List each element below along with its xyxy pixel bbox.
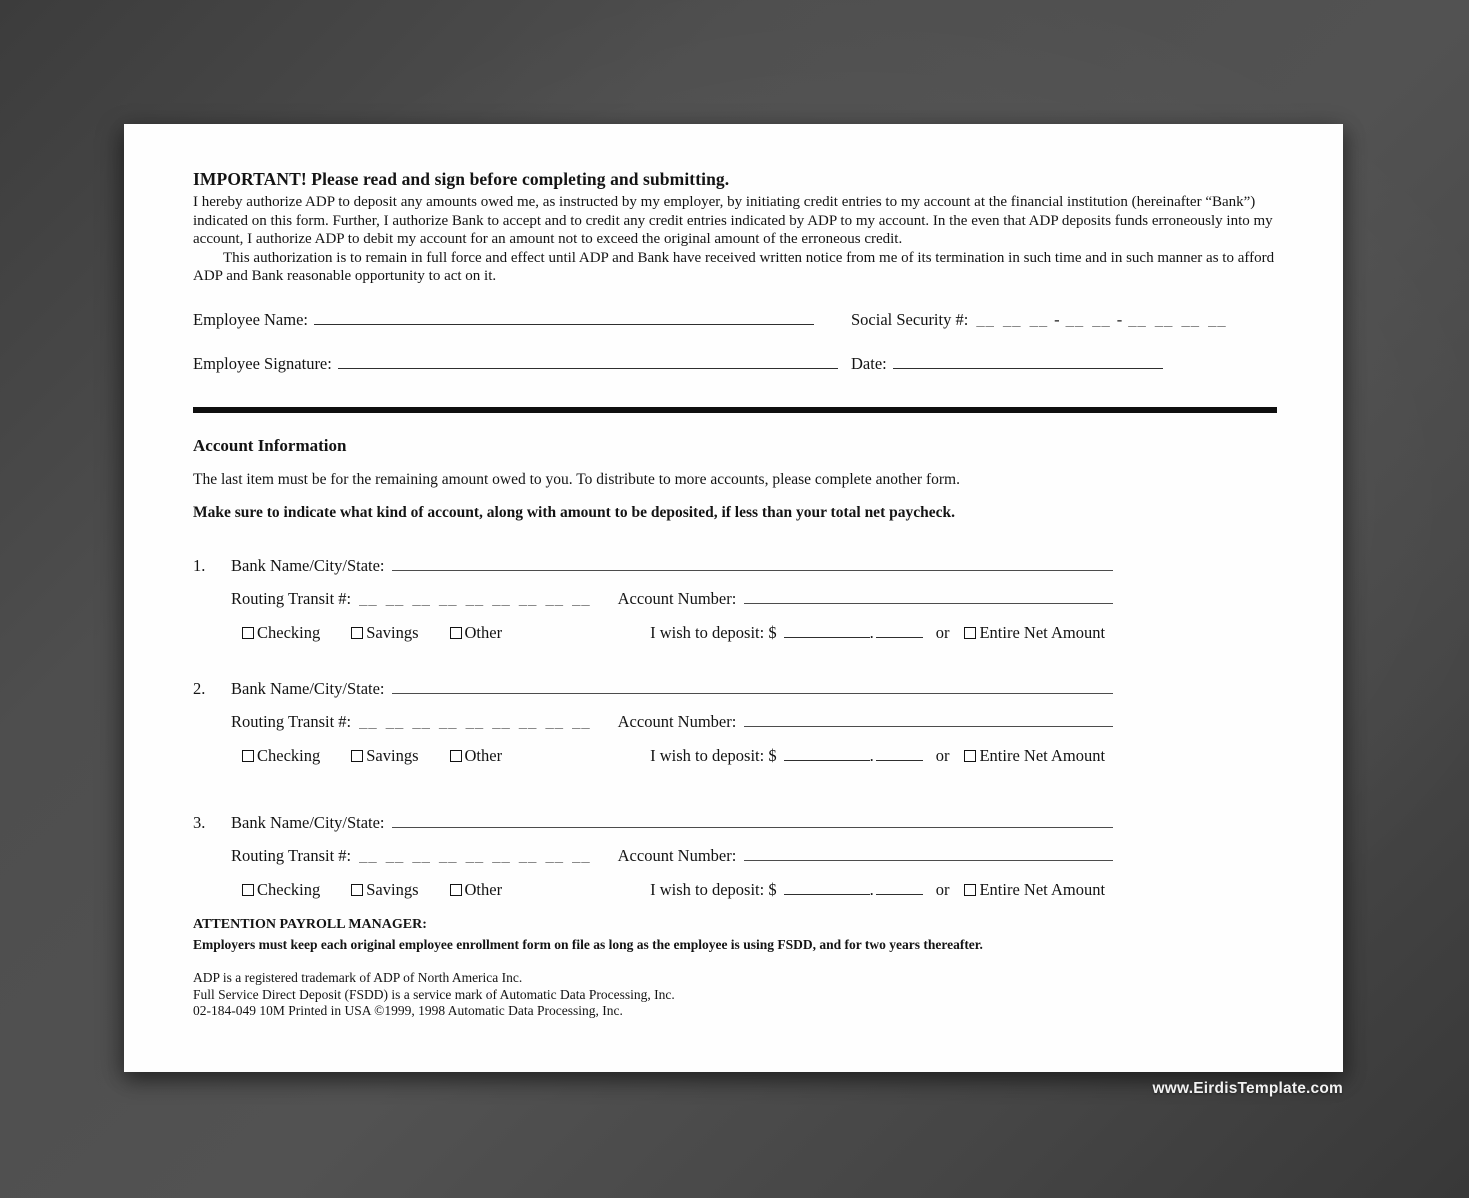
bank-name-row — [193, 679, 1113, 699]
form-title: IMPORTANT! Please read and sign before completing and submitting. — [193, 169, 730, 189]
account-number-field-2[interactable] — [744, 713, 1113, 727]
entire-net-label: Entire Net Amount — [979, 745, 1106, 765]
routing-row — [193, 589, 1113, 609]
bank-name-row — [193, 813, 1113, 833]
other-label: Other — [464, 745, 503, 765]
routing-row — [193, 712, 1113, 732]
legal-lines — [193, 970, 1277, 1020]
deposit-cents-field-1[interactable] — [876, 624, 923, 638]
account-number-field-3[interactable] — [744, 847, 1113, 861]
legal-line-2: Full Service Direct Deposit (FSDD) is a service mark of Automatic Data Processing, Inc. — [193, 986, 675, 1002]
bank-name-label: Bank Name/City/State: — [231, 812, 385, 832]
account-ordinal: 2. — [193, 678, 206, 698]
other-checkbox-1[interactable] — [450, 627, 462, 639]
deposit-label: I wish to deposit: $ — [650, 622, 777, 642]
deposit-cents-field-3[interactable] — [876, 881, 923, 895]
account-information-heading: Account Information — [193, 435, 347, 455]
account-ordinal: 1. — [193, 555, 206, 575]
checking-option-2[interactable] — [242, 746, 320, 766]
account-type-row — [193, 623, 1277, 643]
account-number-label: Account Number: — [617, 845, 737, 865]
entire-net-checkbox-3[interactable] — [964, 884, 976, 896]
deposit-label: I wish to deposit: $ — [650, 745, 777, 765]
account-block-3 — [193, 813, 1277, 900]
savings-option-1[interactable] — [351, 623, 418, 643]
ssn-label: Social Security #: — [851, 309, 969, 329]
account-block-1 — [193, 556, 1277, 643]
decimal-point: . — [869, 622, 874, 642]
checking-option-3[interactable] — [242, 880, 320, 900]
employee-name-group — [193, 310, 851, 330]
entire-net-checkbox-2[interactable] — [964, 750, 976, 762]
bank-name-field-1[interactable] — [392, 557, 1113, 571]
other-option-3[interactable] — [450, 880, 503, 900]
routing-transit-field-3[interactable]: __ __ __ __ __ __ __ __ __ — [359, 845, 591, 865]
other-checkbox-2[interactable] — [450, 750, 462, 762]
account-number-label: Account Number: — [617, 588, 737, 608]
deposit-label: I wish to deposit: $ — [650, 879, 777, 899]
entire-net-label: Entire Net Amount — [979, 879, 1106, 899]
ssn-group-field[interactable]: __ __ — [1065, 309, 1111, 329]
savings-checkbox-1[interactable] — [351, 627, 363, 639]
or-label: or — [935, 622, 950, 642]
savings-option-3[interactable] — [351, 880, 418, 900]
account-number-field-1[interactable] — [744, 590, 1113, 604]
or-label: or — [935, 879, 950, 899]
checking-checkbox-3[interactable] — [242, 884, 254, 896]
entire-net-option-1[interactable] — [949, 623, 1105, 643]
account-information-note: The last item must be for the remaining amount owed to you. To distribute to more accounts, please complete another form. — [193, 470, 960, 488]
account-block-2 — [193, 679, 1277, 766]
savings-label: Savings — [366, 879, 419, 899]
authorization-paragraph-1: I hereby authorize ADP to deposit any amounts owed me, as instructed by my employer, by initiating credit entries to my account at the financial institution (hereinafter “Bank”) indicated on this form. Further, I authorize Bank to accept and to credit any credit entries indicated by ADP to my account. In the even that ADP deposits funds erroneously into my account, I authorize ADP to debit my account for an amount not to exceed the original amount of the erroneous credit. — [193, 194, 1273, 248]
savings-label: Savings — [366, 622, 419, 642]
ssn-serial-field[interactable]: __ __ __ __ — [1128, 309, 1227, 329]
employee-signature-group — [193, 354, 851, 374]
deposit-amount-field-2[interactable] — [784, 747, 870, 761]
decimal-point: . — [869, 745, 874, 765]
deposit-amount-field-3[interactable] — [784, 881, 870, 895]
entire-net-label: Entire Net Amount — [979, 622, 1106, 642]
checking-label: Checking — [257, 622, 321, 642]
savings-option-2[interactable] — [351, 746, 418, 766]
bank-name-field-2[interactable] — [392, 680, 1113, 694]
legal-line-1: ADP is a registered trademark of ADP of North America Inc. — [193, 969, 523, 985]
checking-checkbox-1[interactable] — [242, 627, 254, 639]
other-label: Other — [464, 879, 503, 899]
account-type-row — [193, 746, 1277, 766]
checking-option-1[interactable] — [242, 623, 320, 643]
other-option-2[interactable] — [450, 746, 503, 766]
other-option-1[interactable] — [450, 623, 503, 643]
section-divider — [193, 407, 1277, 413]
or-label: or — [935, 745, 950, 765]
account-information-bold-note: Make sure to indicate what kind of account, along with amount to be deposited, if less than your total net paycheck. — [193, 503, 955, 521]
employee-name-label: Employee Name: — [193, 309, 309, 329]
savings-checkbox-2[interactable] — [351, 750, 363, 762]
savings-label: Savings — [366, 745, 419, 765]
routing-transit-field-2[interactable]: __ __ __ __ __ __ __ __ __ — [359, 711, 591, 731]
entire-net-option-3[interactable] — [949, 880, 1105, 900]
entire-net-checkbox-1[interactable] — [964, 627, 976, 639]
ssn-area-field[interactable]: __ __ __ — [976, 309, 1049, 329]
checking-label: Checking — [257, 745, 321, 765]
routing-transit-label: Routing Transit #: — [231, 845, 352, 865]
employee-signature-field[interactable] — [338, 355, 838, 369]
savings-checkbox-3[interactable] — [351, 884, 363, 896]
date-label: Date: — [851, 353, 887, 373]
attention-payroll-heading: ATTENTION PAYROLL MANAGER: — [193, 916, 427, 932]
account-type-row — [193, 880, 1277, 900]
employee-signature-label: Employee Signature: — [193, 353, 332, 373]
account-ordinal: 3. — [193, 812, 206, 832]
employee-name-field[interactable] — [314, 311, 814, 325]
routing-row — [193, 846, 1113, 866]
legal-line-3: 02-184-049 10M Printed in USA ©1999, 1998 Automatic Data Processing, Inc. — [193, 1003, 623, 1019]
routing-transit-field-1[interactable]: __ __ __ __ __ __ __ __ __ — [359, 588, 591, 608]
entire-net-option-2[interactable] — [949, 746, 1105, 766]
other-label: Other — [464, 622, 503, 642]
deposit-amount-field-1[interactable] — [784, 624, 870, 638]
checking-checkbox-2[interactable] — [242, 750, 254, 762]
routing-transit-label: Routing Transit #: — [231, 588, 352, 608]
account-number-label: Account Number: — [617, 711, 737, 731]
document-page — [124, 124, 1343, 1072]
bank-name-field-3[interactable] — [392, 814, 1113, 828]
other-checkbox-3[interactable] — [450, 884, 462, 896]
authorization-paragraph-2: This authorization is to remain in full force and effect until ADP and Bank have received written notice from me of its termination in such time and in such manner as to afford ADP and Bank reasonable opportunity to act on it. — [193, 249, 1275, 285]
employee-name-row — [193, 310, 1277, 330]
routing-transit-label: Routing Transit #: — [231, 711, 352, 731]
employee-signature-row — [193, 354, 1277, 374]
ssn-separator: - — [1054, 309, 1060, 329]
bank-name-label: Bank Name/City/State: — [231, 555, 385, 575]
checking-label: Checking — [257, 879, 321, 899]
decimal-point: . — [869, 879, 874, 899]
bank-name-label: Bank Name/City/State: — [231, 678, 385, 698]
bank-name-row — [193, 556, 1113, 576]
date-field[interactable] — [893, 355, 1163, 369]
deposit-cents-field-2[interactable] — [876, 747, 923, 761]
site-watermark: www.EirdisTemplate.com — [1152, 1080, 1343, 1097]
ssn-separator: - — [1116, 309, 1123, 329]
attention-payroll-note: Employers must keep each original employee enrollment form on file as long as the employee is using FSDD, and for two years thereafter. — [193, 936, 983, 952]
